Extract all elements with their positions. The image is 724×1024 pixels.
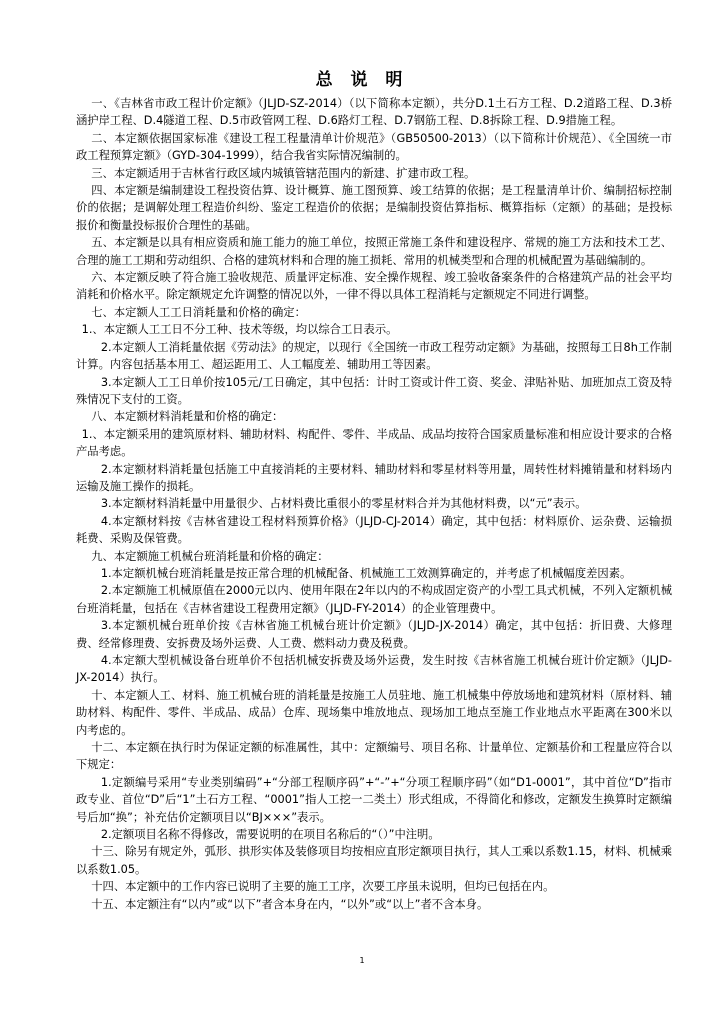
paragraph: 4.本定额大型机械设备台班单价不包括机械安拆费及场外运费，发生时按《吉林省施工机械台班计价定额》（JLJD-JX-2014）执行。 xyxy=(76,654,672,685)
paragraph: 3.本定额材料消耗量中用量很少、占材料费比重很小的零星材料合并为其他材料费，以“元”表示。 xyxy=(100,497,587,511)
paragraph: 十二、本定额在执行时为保证定额的标准属性，其中：定额编号、项目名称、计量单位、定额基价和工程量应符合以下规定： xyxy=(76,741,672,772)
page-number: 1 xyxy=(359,956,365,965)
paragraph: 七、本定额人工工日消耗量和价格的确定： xyxy=(91,305,306,319)
paragraph: 2.本定额人工消耗量依据《劳动法》的规定，以现行《全国统一市政工程劳动定额》为基础，按照每工日8h工作制计算。内容包括基本用工、超运距用工、人工幅度差、辅助用工等因素。 xyxy=(76,340,672,372)
paragraph: 四、本定额是编制建设工程投资估算、设计概算、施工图预算、竣工结算的依据；是工程量清单计价、编制招标控制价的依据；是调解处理工程造价纠纷、鉴定工程造价的依据；是编制投资估算指标、概算指标（定额）的基础；是投标报价和衡量投标报价合理性的基础。 xyxy=(76,184,672,232)
paragraph: 九、本定额施工机械台班消耗量和价格的确定： xyxy=(91,549,329,563)
paragraph: 3.本定额人工工日单价按105元/工日确定，其中包括：计时工资或计件工资、奖金、津贴补贴、加班加点工资及特殊情况下支付的工资。 xyxy=(76,375,672,406)
paragraph: 1.本定额机械台班消耗量是按正常合理的机械配备、机械施工工效测算确定的，并考虑了机械幅度差因素。 xyxy=(100,566,632,580)
paragraph: 1.、本定额采用的建筑原材料、辅助材料、构配件、零件、半成品、成品均按符合国家质量标准和相应设计要求的合格产品考虑。 xyxy=(76,427,672,459)
paragraph: 五、本定额是以具有相应资质和施工能力的施工单位，按照正常施工条件和建设程序、常规的施工方法和技术工艺、合理的施工工期和劳动组织、合格的建筑材料和合理的施工损耗、常用的机械类型和合理的机械配置为基础编制的。 xyxy=(76,236,672,267)
paragraph: 八、本定额材料消耗量和价格的确定： xyxy=(91,410,284,424)
paragraph: 十、本定额人工、材料、施工机械台班的消耗量是按施工人员驻地、施工机械集中停放场地和建筑材料（原材料、辅助材料、构配件、零件、半成品、成品）仓库、现场集中堆放地点、现场加工地点至施工作业地点水平距离在300米以内考虑的。 xyxy=(76,688,672,737)
document-body xyxy=(76,95,672,913)
paragraph: 2.本定额施工机械原值在2000元以内、使用年限在2年以内的不构成固定资产的小型工具式机械，不列入定额机械台班消耗量，包括在《吉林省建设工程费用定额》（JLJD-FY-2014）的企业管理费中。 xyxy=(76,584,672,615)
paragraph: 2.定额项目名称不得修改，需要说明的在项目名称后的“（）”中注明。 xyxy=(100,828,440,842)
page-title: 总 说 明 xyxy=(315,70,409,90)
paragraph: 1.、本定额人工工日不分工种、技术等级，均以综合工日表示。 xyxy=(81,323,398,337)
paragraph: 3.本定额机械台班单价按《吉林省施工机械台班计价定额》（JLJD-JX-2014）确定，其中包括：折旧费、大修理费、经常修理费、安拆费及场外运费、人工费、燃料动力费及税费。 xyxy=(76,619,672,650)
paragraph: 十五、本定额注有“以内”或“以下”者含本身在内，“以外”或“以上”者不含本身。 xyxy=(91,897,489,911)
paragraph: 十三、除另有规定外，弧形、拱形实体及装修项目均按相应直形定额项目执行，其人工乘以系数1.15，材料、机械乘以系数1.05。 xyxy=(76,845,672,876)
paragraph: 十四、本定额中的工作内容已说明了主要的施工工序，次要工序虽未说明，但均已包括在内。 xyxy=(91,880,555,894)
paragraph: 二、本定额依据国家标准《建设工程工程量清单计价规范》（GB50500-2013）（以下简称计价规范）、《全国统一市政工程预算定额》（GYD-304-1999），结合我省实际情况编制的。 xyxy=(76,131,672,163)
paragraph: 一、《吉林省市政工程计价定额》（JLJD-SZ-2014）（以下简称本定额），共分D.1土石方工程、D.2道路工程、D.3桥涵护岸工程、D.4隧道工程、D.5市政管网工程、D.6路灯工程、D.7钢筋工程、D.8拆除工程、D.9措施工程。 xyxy=(76,97,672,128)
paragraph: 六、本定额反映了符合施工验收规范、质量评定标准、安全操作规程、竣工验收备案条件的合格建筑产品的社会平均消耗和价格水平。除定额规定允许调整的情况以外，一律不得以具体工程消耗与定额规定不同进行调整。 xyxy=(76,271,672,302)
paragraph: 1.定额编号采用“专业类别编码”+“分部工程顺序码”+“-”+“分项工程顺序码”（如“D1-0001”，其中首位“D”指市政专业、首位“D”后“1”土石方工程、“0001”指人工挖一二类土）形式组成，不得简化和修改，定额发生换算时定额编号后加“换”；补充估价定额项目以“BJ×××”表示。 xyxy=(76,775,672,824)
paragraph: 三、本定额适用于吉林省行政区域内城镇管辖范围内的新建、扩建市政工程。 xyxy=(91,166,476,180)
paragraph: 2.本定额材料消耗量包括施工中直接消耗的主要材料、辅助材料和零星材料等用量，周转性材料摊销量和材料场内运输及施工操作的损耗。 xyxy=(76,462,672,493)
paragraph: 4.本定额材料按《吉林省建设工程材料预算价格》（JLJD-CJ-2014）确定，其中包括：材料原价、运杂费、运输损耗费、采购及保管费。 xyxy=(76,514,672,546)
